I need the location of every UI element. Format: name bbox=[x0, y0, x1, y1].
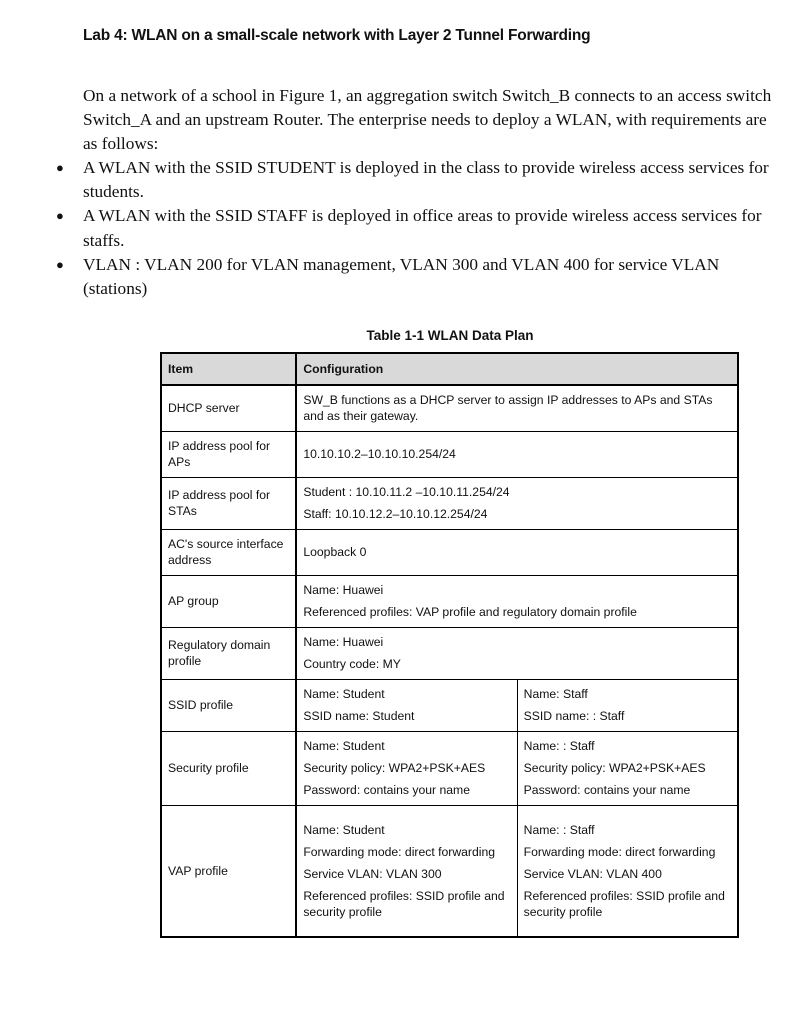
row-label: Security profile bbox=[161, 731, 296, 805]
requirement-item bbox=[0, 156, 797, 204]
bullet-icon: ● bbox=[56, 256, 64, 272]
staff-config bbox=[517, 679, 738, 731]
header-item: Item bbox=[161, 353, 296, 385]
header-configuration: Configuration bbox=[296, 353, 738, 385]
student-vap-vlan: Service VLAN: VLAN 300 bbox=[303, 866, 442, 881]
student-pool: Student : 10.10.11.2 –10.10.11.254/24 bbox=[303, 485, 510, 499]
row-label: IP address pool for STAs bbox=[161, 477, 296, 529]
intro-paragraph: On a network of a school in Figure 1, an aggregation switch Switch_B connects to an access switch Switch_A and an upstream Router. The enterprise needs to deploy a WLAN, with requirements are as follows: bbox=[83, 86, 772, 154]
requirement-text: A WLAN with the SSID STAFF is deployed in office areas to provide wireless access services for staffs. bbox=[83, 206, 762, 250]
row-config bbox=[296, 477, 738, 529]
requirement-item bbox=[0, 253, 797, 301]
student-vap-refs: Referenced profiles: SSID profile and security profile bbox=[303, 888, 505, 919]
wlan-data-plan-table bbox=[160, 352, 739, 938]
student-config bbox=[296, 731, 517, 805]
table-header-row bbox=[161, 353, 738, 385]
table-caption: Table 1-1 WLAN Data Plan bbox=[366, 328, 534, 343]
row-config: SW_B functions as a DHCP server to assign IP addresses to APs and STAs and as their gateway. bbox=[296, 385, 738, 431]
table-row bbox=[161, 385, 738, 431]
table-row bbox=[161, 529, 738, 575]
ap-group-name: Name: Huawei bbox=[303, 583, 384, 597]
staff-security-password: Password: contains your name bbox=[523, 783, 691, 797]
ap-group-refs: Referenced profiles: VAP profile and regulatory domain profile bbox=[303, 605, 637, 619]
requirement-text: A WLAN with the SSID STUDENT is deployed in the class to provide wireless access services for students. bbox=[83, 158, 769, 202]
student-security-password: Password: contains your name bbox=[303, 783, 470, 797]
table-row bbox=[161, 731, 738, 805]
staff-ssid-profile-name: Name: Staff bbox=[523, 687, 588, 701]
table-row bbox=[161, 575, 738, 627]
row-config: 10.10.10.2–10.10.10.254/24 bbox=[296, 431, 738, 477]
staff-pool: Staff: 10.10.12.2–10.10.12.254/24 bbox=[303, 507, 488, 521]
student-vap-name: Name: Student bbox=[303, 822, 385, 837]
staff-vap-name: Name: : Staff bbox=[523, 822, 595, 837]
table-row bbox=[161, 431, 738, 477]
student-security-name: Name: Student bbox=[303, 739, 385, 753]
row-config bbox=[296, 627, 738, 679]
row-label: SSID profile bbox=[161, 679, 296, 731]
requirements-list bbox=[0, 156, 797, 301]
requirement-item bbox=[0, 204, 797, 252]
table-row bbox=[161, 627, 738, 679]
staff-security-policy: Security policy: WPA2+PSK+AES bbox=[523, 761, 706, 775]
row-label: DHCP server bbox=[161, 385, 296, 431]
staff-security-name: Name: : Staff bbox=[523, 739, 595, 753]
staff-config bbox=[517, 731, 738, 805]
reg-domain-name: Name: Huawei bbox=[303, 635, 384, 649]
row-label: AP group bbox=[161, 575, 296, 627]
staff-vap-mode: Forwarding mode: direct forwarding bbox=[523, 844, 716, 859]
requirement-text: VLAN : VLAN 200 for VLAN management, VLAN 300 and VLAN 400 for service VLAN (stations) bbox=[83, 254, 720, 299]
row-config bbox=[296, 575, 738, 627]
row-label: IP address pool for APs bbox=[161, 431, 296, 477]
student-ssid-name: SSID name: Student bbox=[303, 709, 415, 723]
table-row bbox=[161, 477, 738, 529]
staff-vap-refs: Referenced profiles: SSID profile and security profile bbox=[523, 888, 725, 919]
lab-title: Lab 4: WLAN on a small-scale network with Layer 2 Tunnel Forwarding bbox=[83, 27, 591, 44]
bullet-icon: ● bbox=[56, 208, 64, 224]
table-row bbox=[161, 805, 738, 937]
row-label: AC's source interface address bbox=[161, 529, 296, 575]
student-ssid-profile-name: Name: Student bbox=[303, 687, 385, 701]
table-row bbox=[161, 679, 738, 731]
student-config bbox=[296, 805, 517, 937]
staff-ssid-name: SSID name: : Staff bbox=[523, 709, 625, 723]
bullet-icon: ● bbox=[56, 160, 64, 175]
student-security-policy: Security policy: WPA2+PSK+AES bbox=[303, 761, 486, 775]
staff-config bbox=[517, 805, 738, 937]
row-label: VAP profile bbox=[161, 805, 296, 937]
row-config: Loopback 0 bbox=[296, 529, 738, 575]
row-label: Regulatory domain profile bbox=[161, 627, 296, 679]
reg-domain-country: Country code: MY bbox=[303, 657, 401, 671]
staff-vap-vlan: Service VLAN: VLAN 400 bbox=[523, 866, 662, 881]
student-vap-mode: Forwarding mode: direct forwarding bbox=[303, 844, 496, 859]
student-config bbox=[296, 679, 517, 731]
